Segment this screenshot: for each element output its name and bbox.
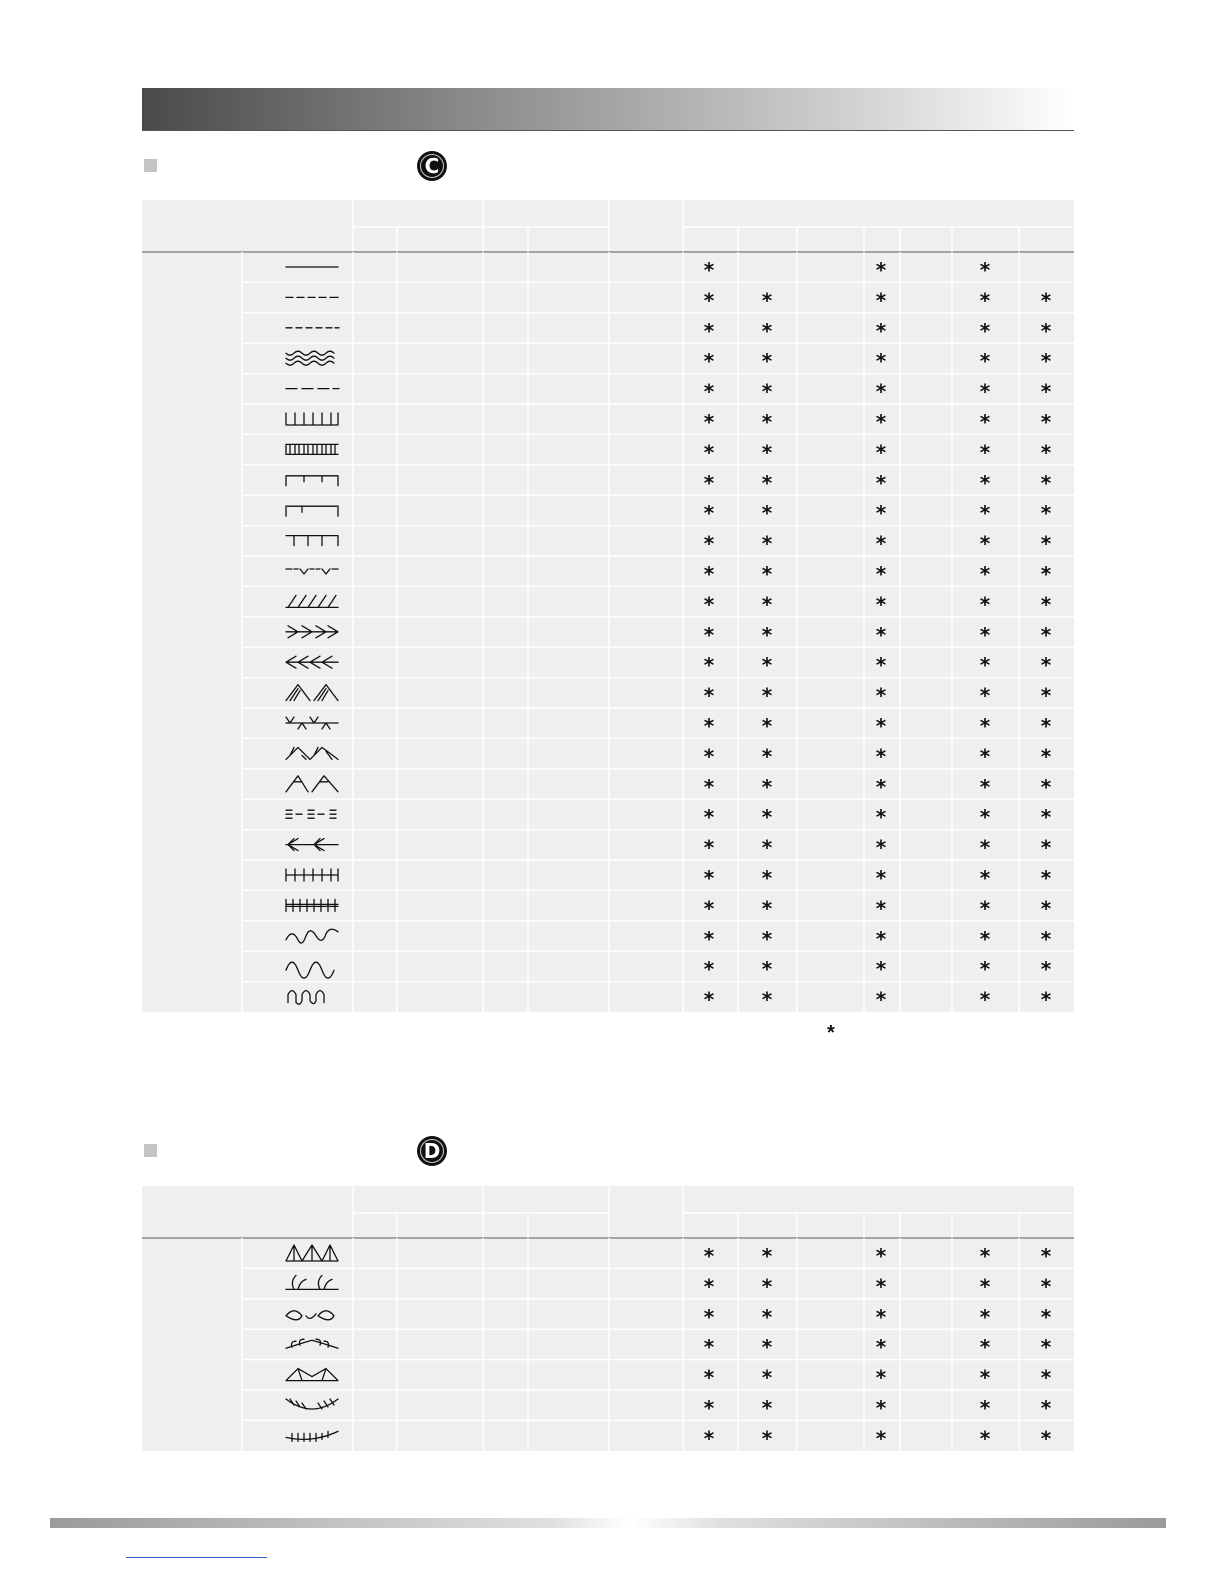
check-asterisk: * xyxy=(761,957,773,982)
check-asterisk: * xyxy=(875,410,887,434)
table-row xyxy=(286,592,1052,616)
check-asterisk: * xyxy=(761,1244,773,1268)
check-asterisk: * xyxy=(703,835,715,860)
check-asterisk: * xyxy=(875,501,887,526)
table-row xyxy=(286,1274,1052,1298)
slash-feather-icon xyxy=(286,595,338,607)
table-row xyxy=(286,471,1052,495)
check-asterisk: * xyxy=(761,653,773,678)
ladder-icon xyxy=(286,869,338,881)
check-asterisk: * xyxy=(979,805,991,830)
check-asterisk: * xyxy=(761,562,773,586)
check-asterisk: * xyxy=(979,744,991,769)
section-d-bullet xyxy=(144,1144,157,1157)
check-asterisk: * xyxy=(703,1274,715,1299)
check-asterisk: * xyxy=(979,410,991,434)
table-row xyxy=(286,775,1052,799)
check-asterisk: * xyxy=(979,866,991,890)
check-asterisk: * xyxy=(703,440,715,465)
check-asterisk: * xyxy=(1040,592,1052,617)
bracket-icon xyxy=(286,506,338,516)
check-asterisk: * xyxy=(979,440,991,465)
coral-icon xyxy=(286,717,338,729)
check-asterisk: * xyxy=(875,896,887,921)
check-asterisk: * xyxy=(875,714,887,738)
check-asterisk: * xyxy=(703,1304,715,1329)
check-asterisk: * xyxy=(979,987,991,1012)
fern-icon xyxy=(286,1399,338,1409)
table-row xyxy=(286,1335,1052,1359)
check-asterisk: * xyxy=(979,1244,991,1268)
check-asterisk: * xyxy=(1040,714,1052,738)
dotted-v-icon xyxy=(286,569,338,574)
check-asterisk: * xyxy=(703,866,715,890)
check-asterisk: * xyxy=(1040,683,1052,708)
check-asterisk: * xyxy=(703,622,715,647)
check-asterisk: * xyxy=(761,1274,773,1299)
wide-bracket-icon xyxy=(286,476,338,486)
check-asterisk: * xyxy=(761,1365,773,1390)
check-asterisk: * xyxy=(979,501,991,526)
check-asterisk: * xyxy=(1040,744,1052,769)
section-d-badge xyxy=(417,1136,447,1166)
check-asterisk: * xyxy=(703,470,715,495)
back-feather-icon xyxy=(286,656,338,668)
check-asterisk: * xyxy=(1040,288,1052,313)
stitch-table-c xyxy=(142,200,1074,1012)
check-asterisk: * xyxy=(761,1426,773,1451)
sprout-icon xyxy=(286,1275,338,1289)
check-asterisk: * xyxy=(761,288,773,313)
fishbone-icon xyxy=(286,839,338,851)
table-row xyxy=(286,410,1052,434)
check-asterisk: * xyxy=(875,288,887,313)
check-asterisk: * xyxy=(761,926,773,951)
check-asterisk: * xyxy=(1040,805,1052,830)
check-asterisk: * xyxy=(761,866,773,890)
check-asterisk: * xyxy=(979,774,991,799)
check-asterisk: * xyxy=(875,1335,887,1360)
check-asterisk: * xyxy=(1040,440,1052,465)
tee-icon xyxy=(286,536,338,546)
check-asterisk: * xyxy=(761,896,773,921)
triple-bar-icon xyxy=(286,810,336,818)
check-asterisk: * xyxy=(761,774,773,799)
check-asterisk: * xyxy=(761,318,773,343)
table-row xyxy=(286,744,1052,768)
check-asterisk: * xyxy=(1040,896,1052,921)
check-asterisk: * xyxy=(703,592,715,617)
table-row xyxy=(286,288,1052,312)
check-asterisk: * xyxy=(761,744,773,769)
check-asterisk: * xyxy=(703,774,715,799)
check-asterisk: * xyxy=(979,1396,991,1420)
check-asterisk: * xyxy=(875,653,887,678)
check-asterisk: * xyxy=(979,562,991,586)
check-asterisk: * xyxy=(875,349,887,374)
check-asterisk: * xyxy=(703,744,715,769)
triangle-feather-icon xyxy=(286,685,338,701)
check-asterisk: * xyxy=(1040,349,1052,374)
table-row xyxy=(286,1396,1052,1420)
check-asterisk: * xyxy=(761,592,773,617)
table-row xyxy=(286,440,1052,464)
check-asterisk: * xyxy=(703,258,715,282)
check-asterisk: * xyxy=(979,1335,991,1360)
check-asterisk: * xyxy=(875,1396,887,1420)
check-asterisk: * xyxy=(979,531,991,556)
table-row xyxy=(286,896,1052,920)
check-asterisk: * xyxy=(979,318,991,343)
check-asterisk: * xyxy=(761,410,773,434)
check-asterisk: * xyxy=(761,622,773,647)
footer-link-underline[interactable] xyxy=(126,1557,267,1558)
check-asterisk: * xyxy=(875,835,887,860)
table-row xyxy=(286,866,1052,890)
table-row xyxy=(286,653,1052,677)
check-asterisk: * xyxy=(1040,653,1052,678)
table-row xyxy=(286,957,1052,981)
check-asterisk: * xyxy=(979,470,991,495)
table-row xyxy=(286,319,1052,343)
check-asterisk: * xyxy=(1040,774,1052,799)
stipple-icon xyxy=(286,351,334,365)
section-c-badge-letter: C xyxy=(424,154,440,178)
check-asterisk: * xyxy=(761,349,773,374)
check-asterisk: * xyxy=(979,653,991,678)
check-asterisk: * xyxy=(703,1244,715,1268)
check-asterisk: * xyxy=(703,926,715,951)
vine-icon xyxy=(286,1339,338,1348)
check-asterisk: * xyxy=(979,258,991,282)
check-asterisk: * xyxy=(1040,866,1052,890)
check-asterisk: * xyxy=(979,349,991,374)
check-asterisk: * xyxy=(703,896,715,921)
table-row xyxy=(286,684,1052,708)
check-asterisk: * xyxy=(1040,470,1052,495)
wave-icon xyxy=(286,962,334,978)
check-asterisk: * xyxy=(875,258,887,282)
check-asterisk: * xyxy=(1040,1365,1052,1390)
check-asterisk: * xyxy=(703,318,715,343)
check-asterisk: * xyxy=(875,1426,887,1451)
check-asterisk: * xyxy=(875,683,887,708)
table-row xyxy=(286,836,1052,860)
check-asterisk: * xyxy=(875,622,887,647)
table-row xyxy=(286,349,1052,373)
check-asterisk: * xyxy=(875,562,887,586)
check-asterisk: * xyxy=(875,531,887,556)
check-asterisk: * xyxy=(761,379,773,404)
check-asterisk: * xyxy=(703,1365,715,1390)
check-asterisk: * xyxy=(875,470,887,495)
check-asterisk: * xyxy=(979,592,991,617)
section-c-badge xyxy=(417,151,447,181)
check-asterisk: * xyxy=(703,562,715,586)
check-asterisk: * xyxy=(1040,926,1052,951)
check-asterisk: * xyxy=(979,683,991,708)
check-asterisk: * xyxy=(703,683,715,708)
check-asterisk: * xyxy=(703,805,715,830)
table-grid xyxy=(142,200,1074,1012)
table-row xyxy=(286,805,1052,829)
check-asterisk: * xyxy=(875,957,887,982)
stitch-table-d xyxy=(142,1186,1074,1451)
check-asterisk: * xyxy=(761,1304,773,1329)
check-asterisk: * xyxy=(1040,531,1052,556)
check-asterisk: * xyxy=(761,1335,773,1360)
section-c-bullet xyxy=(144,159,157,172)
check-asterisk: * xyxy=(761,531,773,556)
check-asterisk: * xyxy=(1040,622,1052,647)
check-asterisk: * xyxy=(979,1274,991,1299)
check-asterisk: * xyxy=(703,531,715,556)
table-row xyxy=(286,1426,1052,1450)
table-row xyxy=(286,623,1052,647)
footnote-asterisk: * xyxy=(827,1022,835,1044)
leaf-zigzag-icon xyxy=(286,747,338,759)
table-row xyxy=(286,1366,1052,1390)
check-asterisk: * xyxy=(875,926,887,951)
table-row xyxy=(286,714,1052,738)
check-asterisk: * xyxy=(703,957,715,982)
check-asterisk: * xyxy=(761,470,773,495)
check-asterisk: * xyxy=(875,1274,887,1299)
check-asterisk: * xyxy=(761,714,773,738)
leaf-arch-icon xyxy=(286,1245,338,1261)
check-asterisk: * xyxy=(1040,1335,1052,1360)
section-d-badge-letter: D xyxy=(423,1139,441,1163)
scribble-icon xyxy=(286,929,338,943)
check-asterisk: * xyxy=(761,835,773,860)
check-asterisk: * xyxy=(1040,501,1052,526)
check-asterisk: * xyxy=(979,896,991,921)
check-asterisk: * xyxy=(875,592,887,617)
check-asterisk: * xyxy=(979,379,991,404)
table-row xyxy=(288,988,1052,1012)
check-asterisk: * xyxy=(703,288,715,313)
loop-wave-icon xyxy=(288,991,324,1005)
check-asterisk: * xyxy=(875,440,887,465)
check-asterisk: * xyxy=(703,349,715,374)
check-asterisk: * xyxy=(703,1335,715,1360)
check-asterisk: * xyxy=(875,805,887,830)
mountain-icon xyxy=(286,776,338,792)
check-asterisk: * xyxy=(875,1244,887,1268)
check-asterisk: * xyxy=(1040,1274,1052,1299)
check-asterisk: * xyxy=(875,987,887,1012)
check-asterisk: * xyxy=(1040,1304,1052,1329)
table-row xyxy=(286,532,1052,556)
check-asterisk: * xyxy=(761,987,773,1012)
table-row xyxy=(286,1305,1052,1329)
check-asterisk: * xyxy=(875,744,887,769)
check-asterisk: * xyxy=(979,957,991,982)
check-asterisk: * xyxy=(703,1396,715,1420)
check-asterisk: * xyxy=(875,379,887,404)
check-asterisk: * xyxy=(979,622,991,647)
check-asterisk: * xyxy=(875,318,887,343)
check-asterisk: * xyxy=(1040,835,1052,860)
bold-ladder-icon xyxy=(286,899,338,911)
check-asterisk: * xyxy=(1040,410,1052,434)
arrow-feather-icon xyxy=(286,626,338,638)
table-grid xyxy=(142,1186,1074,1451)
check-asterisk: * xyxy=(1040,1426,1052,1451)
check-asterisk: * xyxy=(761,440,773,465)
page-header-rule xyxy=(142,130,1074,131)
table-row xyxy=(286,1244,1052,1268)
check-asterisk: * xyxy=(875,1304,887,1329)
check-asterisk: * xyxy=(875,866,887,890)
check-asterisk: * xyxy=(979,926,991,951)
page-footer-bar xyxy=(50,1518,1166,1528)
table-row xyxy=(286,380,1052,404)
page-header-bar xyxy=(142,88,1074,130)
check-asterisk: * xyxy=(703,653,715,678)
maple-leaf-icon xyxy=(286,1369,338,1381)
check-asterisk: * xyxy=(761,1396,773,1420)
check-asterisk: * xyxy=(1040,379,1052,404)
table-row xyxy=(286,501,1052,525)
check-asterisk: * xyxy=(1040,1396,1052,1420)
check-asterisk: * xyxy=(703,714,715,738)
check-asterisk: * xyxy=(979,1365,991,1390)
check-asterisk: * xyxy=(1040,957,1052,982)
check-asterisk: * xyxy=(703,987,715,1012)
check-asterisk: * xyxy=(979,835,991,860)
check-asterisk: * xyxy=(1040,1244,1052,1268)
check-asterisk: * xyxy=(979,714,991,738)
check-asterisk: * xyxy=(703,1426,715,1451)
check-asterisk: * xyxy=(703,501,715,526)
table-row xyxy=(286,258,991,282)
check-asterisk: * xyxy=(761,805,773,830)
spine-icon xyxy=(286,1431,338,1441)
bold-comb-icon xyxy=(286,444,338,454)
check-asterisk: * xyxy=(761,683,773,708)
check-asterisk: * xyxy=(761,501,773,526)
check-asterisk: * xyxy=(703,410,715,434)
check-asterisk: * xyxy=(979,288,991,313)
check-asterisk: * xyxy=(875,774,887,799)
table-row xyxy=(286,927,1052,951)
check-asterisk: * xyxy=(1040,562,1052,586)
bird-leaf-icon xyxy=(286,1311,334,1320)
table-row xyxy=(286,562,1052,586)
check-asterisk: * xyxy=(1040,318,1052,343)
check-asterisk: * xyxy=(979,1426,991,1451)
check-asterisk: * xyxy=(875,1365,887,1390)
check-asterisk: * xyxy=(1040,987,1052,1012)
check-asterisk: * xyxy=(703,379,715,404)
comb-icon xyxy=(286,413,338,425)
check-asterisk: * xyxy=(979,1304,991,1329)
